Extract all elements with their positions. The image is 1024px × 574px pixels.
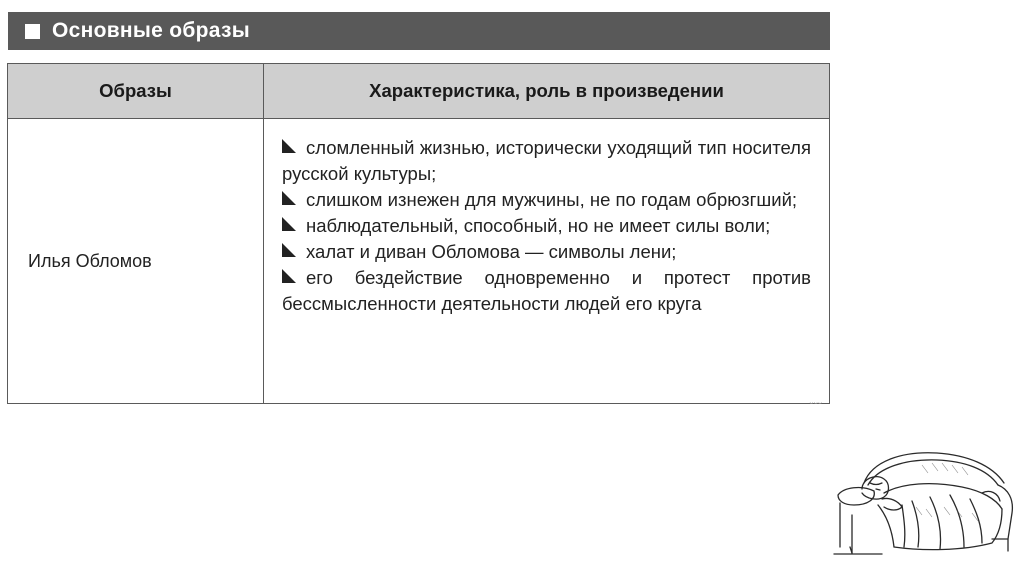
column-header-characteristics: Характеристика, роль в произведении: [264, 64, 830, 119]
trait-item: слишком изнежен для мужчины, не по годам обрюзгший;: [282, 187, 811, 213]
column-header-images: Образы: [8, 64, 264, 119]
character-traits: [264, 119, 830, 404]
corner-mark: ˘˘˘: [810, 402, 823, 413]
trait-item: халат и диван Обломова — символы лени;: [282, 239, 811, 265]
triangle-bullet-icon: [282, 217, 296, 231]
trait-item: наблюдательный, способный, но не имеет силы воли;: [282, 213, 811, 239]
images-table: [7, 63, 830, 404]
sleeping-man-on-sofa-icon: [832, 443, 1018, 555]
section-title: Основные образы: [52, 19, 251, 42]
table-row: [8, 119, 830, 404]
table-header-row: [8, 64, 830, 119]
trait-item: сломленный жизнью, исторически уходящий тип носителя русской культуры;: [282, 137, 811, 184]
trait-item: его бездействие одновременно и протест против бессмысленности деятельности людей его круга: [282, 267, 811, 314]
character-name: Илья Обломов: [8, 119, 264, 404]
square-bullet-icon: [25, 24, 40, 39]
triangle-bullet-icon: [282, 191, 296, 205]
triangle-bullet-icon: [282, 139, 296, 153]
section-banner: [8, 12, 830, 50]
triangle-bullet-icon: [282, 269, 296, 283]
triangle-bullet-icon: [282, 243, 296, 257]
